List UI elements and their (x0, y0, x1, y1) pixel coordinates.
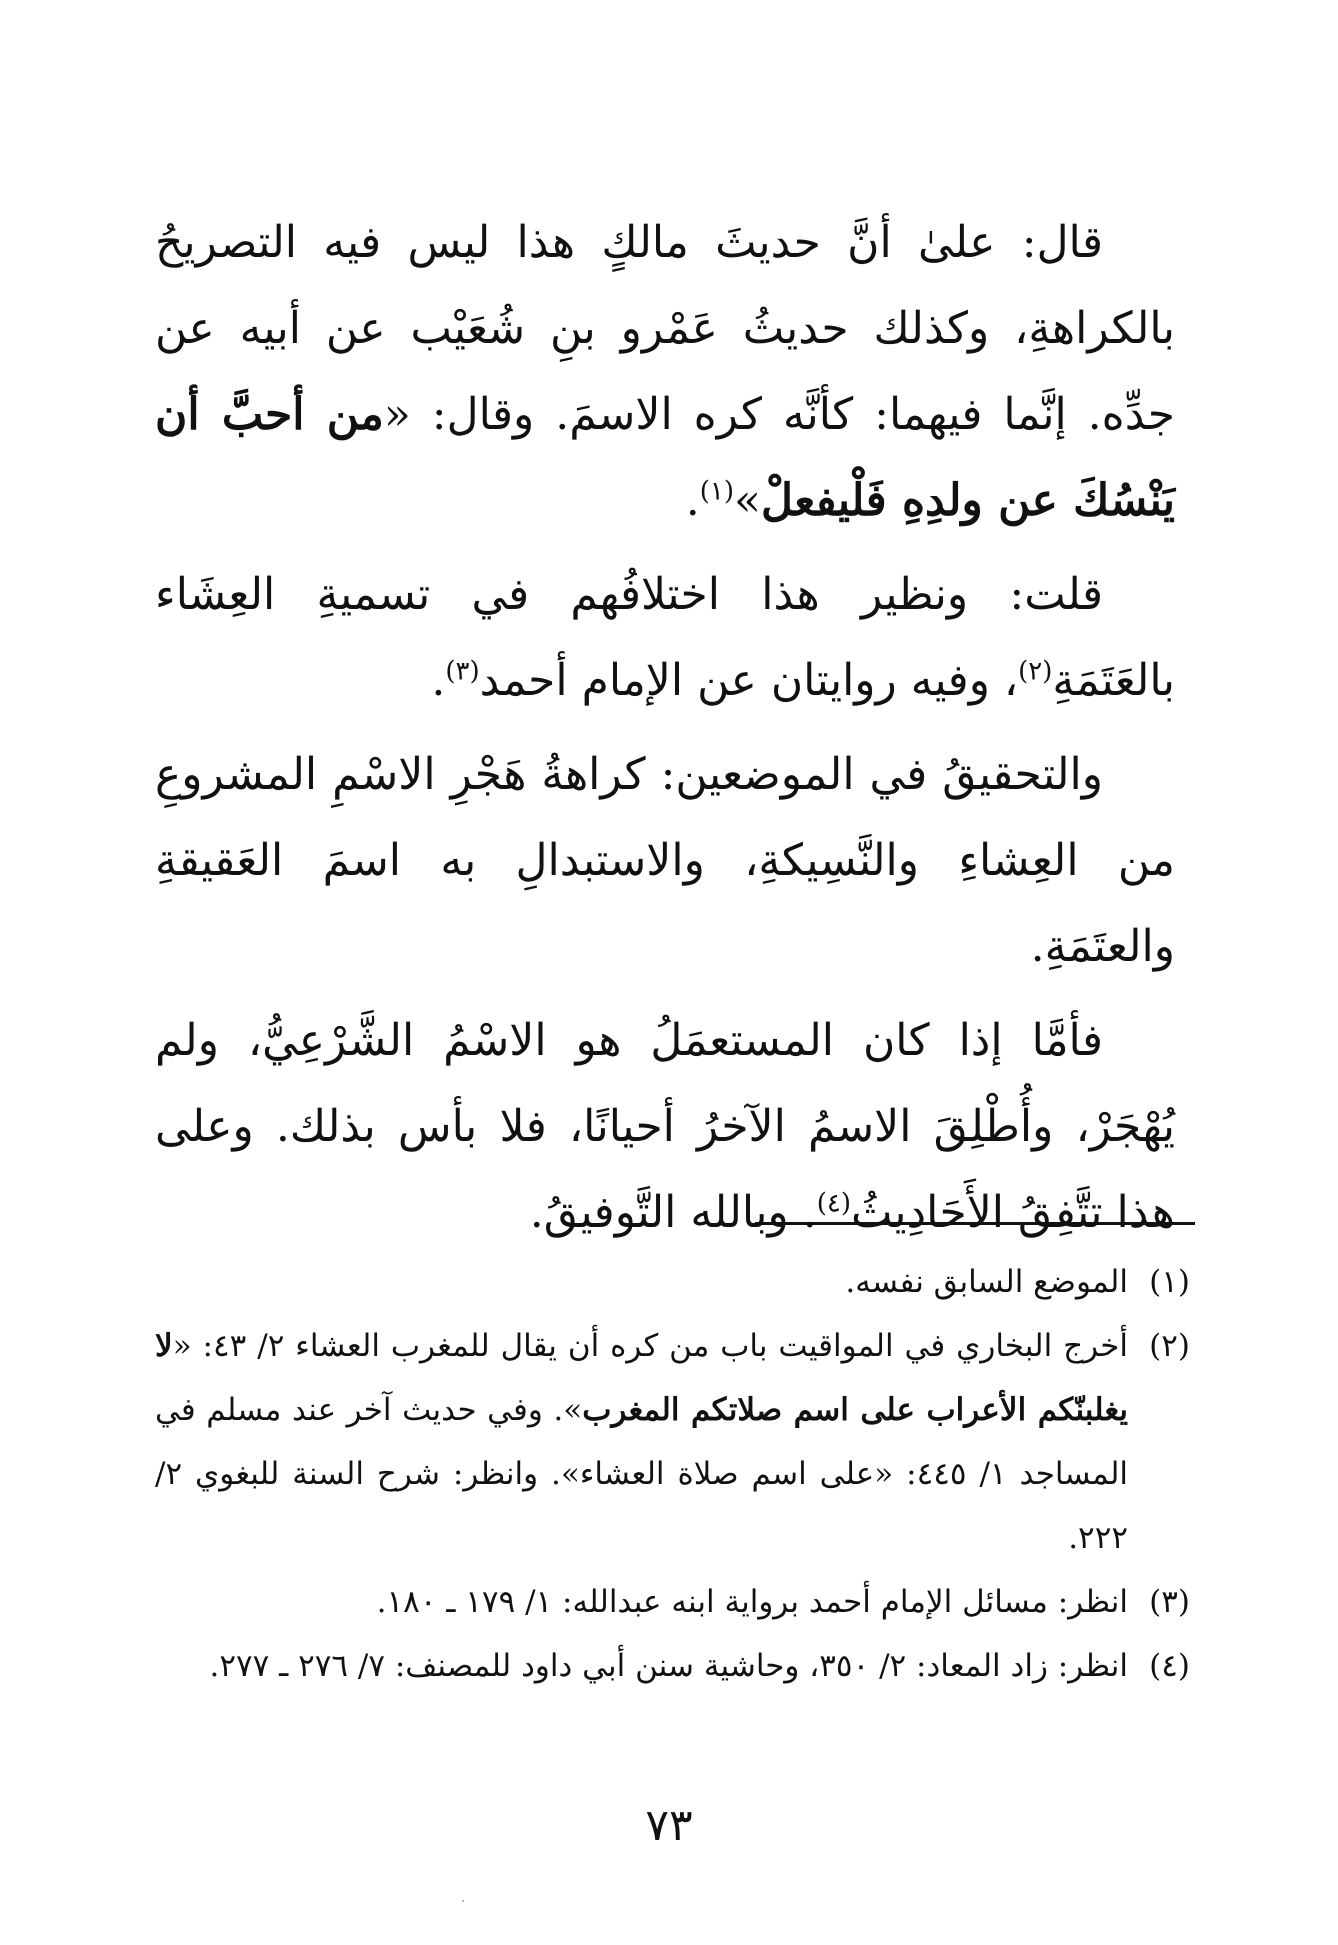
footnote-number: (٣) (1149, 1584, 1190, 1620)
footnote-1-text: الموضع السابق نفسه. (845, 1264, 1128, 1300)
scan-speck (462, 1900, 464, 1902)
footnote-text (155, 1570, 1128, 1634)
paragraph-4-text-a: فأمَّا إذا كان المستعمَلُ هو الاسْمُ الشَّرْعِيُّ، ولم يُهْجَرْ، وأُطْلِقَ الاسمُ الآخرُ أحيانًا، فلا بأس بذلك. وعلى هذا تتَّفِقُ الأَحَادِيثُ (155, 1015, 1175, 1238)
footnote-text (155, 1634, 1128, 1698)
footnote-2-text-a: أخرج البخاري في المواقيت باب من كره أن يقال للمغرب العشاء ٢/ ٤٣: « (172, 1328, 1128, 1364)
footnote-ref-3: (٣) (445, 656, 480, 687)
main-body-text (155, 200, 1175, 1256)
footnote-number: (٤) (1149, 1648, 1190, 1684)
paragraph-2 (155, 552, 1175, 724)
paragraph-4 (155, 998, 1175, 1256)
footnote-1 (155, 1250, 1190, 1314)
paragraph-2-end: . (431, 655, 446, 706)
paragraph-4-end: . وبالله التَّوفيقُ. (529, 1187, 817, 1238)
footnote-2-quote: لا يغلبنّكم الأعراب على اسم صلاتكم المغرب (155, 1328, 1128, 1428)
paragraph-2-text-a: قلت: ونظير هذا اختلافُهم في تسميةِ العِشَاء بالعَتَمَةِ (155, 569, 1175, 706)
footnote-ref-1: (١) (699, 476, 735, 507)
footnote-text (155, 1314, 1128, 1570)
quote-close: » (734, 475, 761, 526)
paragraph-3 (155, 732, 1175, 990)
page-number: ٧٣ (645, 1800, 693, 1851)
footnote-2 (155, 1314, 1190, 1570)
footnote-3-text: انظر: مسائل الإمام أحمد برواية ابنه عبدالله: ١/ ١٧٩ ـ ١٨٠. (376, 1584, 1128, 1620)
footnotes-section (155, 1250, 1190, 1698)
footnote-divider (755, 1222, 1195, 1225)
footnote-4 (155, 1634, 1190, 1698)
paragraph-3-text: والتحقيقُ في الموضعين: كراهةُ هَجْرِ الاسْمِ المشروعِ من العِشاءِ والنَّسِيكةِ، والاستبدالِ به اسمَ العَقيقةِ والعتَمَةِ. (155, 749, 1175, 972)
footnote-number: (٢) (1149, 1328, 1190, 1364)
paragraph-1 (155, 200, 1175, 544)
paragraph-1-text-a: قال: علىٰ أنَّ حديثَ مالكٍ هذا ليس فيه التصريحُ بالكراهةِ، وكذلك حديثُ عَمْرو بنِ شُعَيْب عن أبيه عن جدِّه. إنَّما فيهما: كأنَّه كره الاسمَ. وقال: « (155, 217, 1175, 440)
footnote-number: (١) (1149, 1264, 1190, 1300)
footnote-2-text-b: ». وفي حديث آخر عند مسلم في المساجد ١/ ٤٤٥: «على اسم صلاة العشاء». وانظر: شرح السنة للبغوي ٢/ ٢٢٢. (155, 1392, 1129, 1556)
footnote-ref-2: (٢) (1018, 656, 1053, 687)
footnote-text (155, 1250, 1128, 1314)
paragraph-1-end: . (685, 475, 700, 526)
paragraph-2-text-b: ، وفيه روايتان عن الإمام أحمد (479, 655, 1019, 706)
footnote-4-text: انظر: زاد المعاد: ٢/ ٣٥٠، وحاشية سنن أبي داود للمصنف: ٧/ ٢٧٦ ـ ٢٧٧. (209, 1648, 1128, 1684)
footnote-3 (155, 1570, 1190, 1634)
footnote-ref-4: (٤) (816, 1188, 852, 1219)
hadith-quote: من أحبَّ أن يَنْسُكَ عن ولدِهِ فَلْيفعلْ (155, 389, 1175, 526)
